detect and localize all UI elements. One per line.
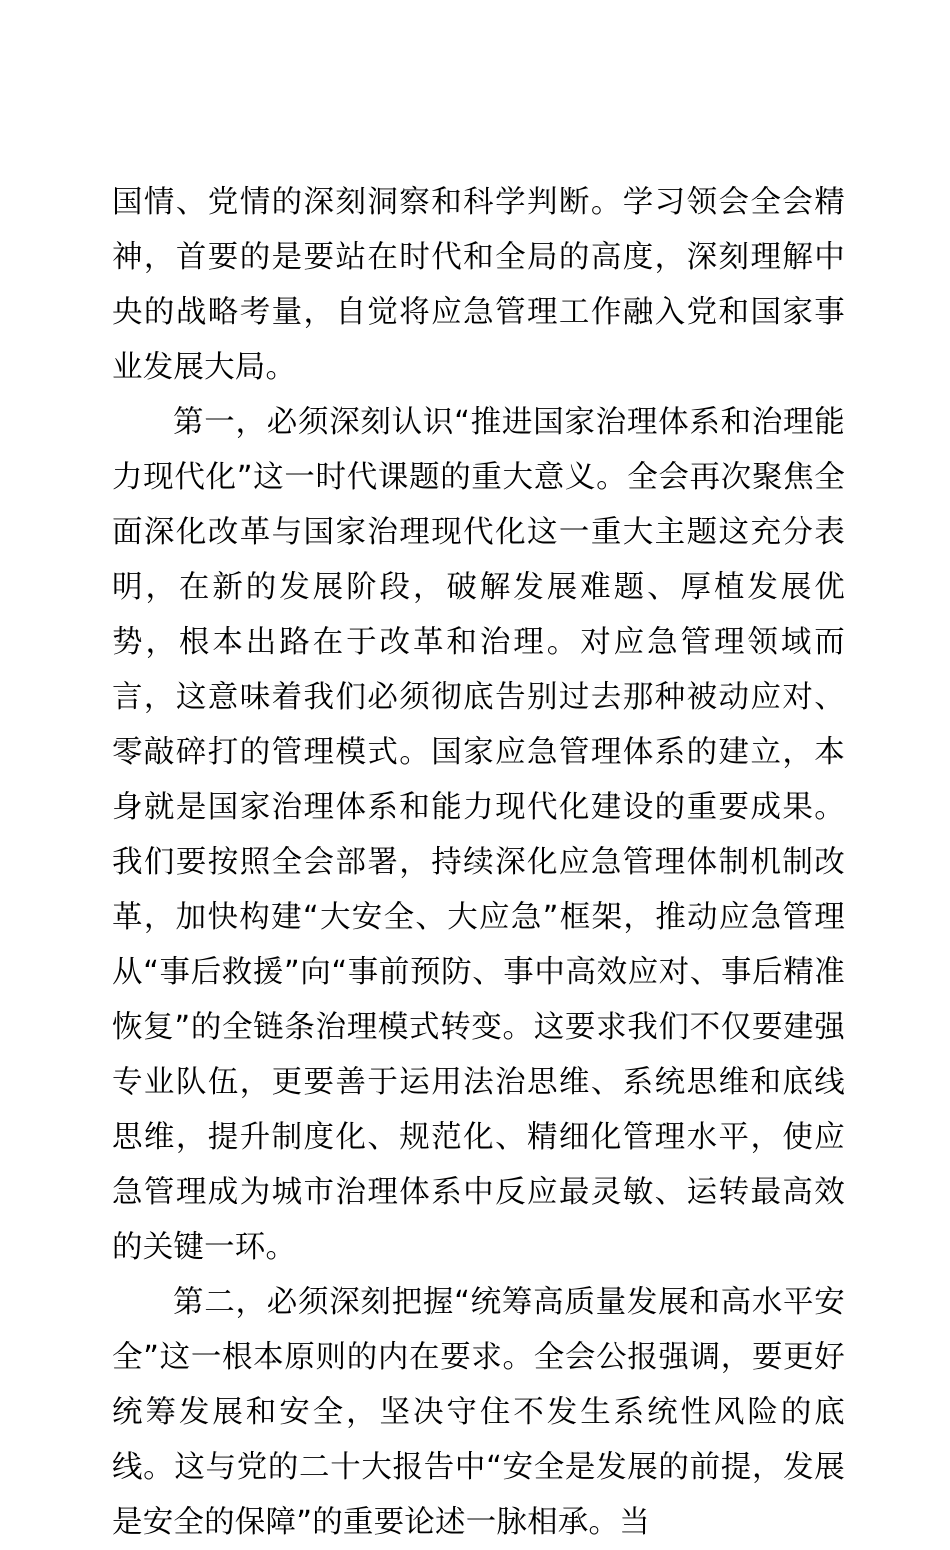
paragraph-2: 第一，必须深刻认识“推进国家治理体系和治理能力现代化”这一时代课题的重大意义。全会再次聚焦全面深化改革与国家治理现代化这一重大主题这充分表明，在新的发展阶段，破解发展难题、厚植发展优势，根本出路在于改革和治理。对应急管理领域而言，这意味着我们必须彻底告别过去那种被动应对、零敲碎打的管理模式。国家应急管理体系的建立，本身就是国家治理体系和能力现代化建设的重要成果。我们要按照全会部署，持续深化应急管理体制机制改革，加快构建“大安全、大应急”框架，推动应急管理从“事后救援”向“事前预防、事中高效应对、事后精准恢复”的全链条治理模式转变。这要求我们不仅要建强专业队伍，更要善于运用法治思维、系统思维和底线思维，提升制度化、规范化、精细化管理水平，使应急管理成为城市治理体系中反应最灵敏、运转最高效的关键一环。	[112, 405, 845, 1265]
paragraph-1: 国情、党情的深刻洞察和科学判断。学习领会全会精神，首要的是要站在时代和全局的高度，深刻理解中央的战略考量，自觉将应急管理工作融入党和国家事业发展大局。	[112, 185, 845, 385]
paragraph-3: 第二，必须深刻把握“统筹高质量发展和高水平安全”这一根本原则的内在要求。全会公报强调，要更好统筹发展和安全，坚决守住不发生系统性风险的底线。这与党的二十大报告中“安全是发展的前提，发展是安全的保障”的重要论述一脉相承。当	[112, 1285, 845, 1540]
